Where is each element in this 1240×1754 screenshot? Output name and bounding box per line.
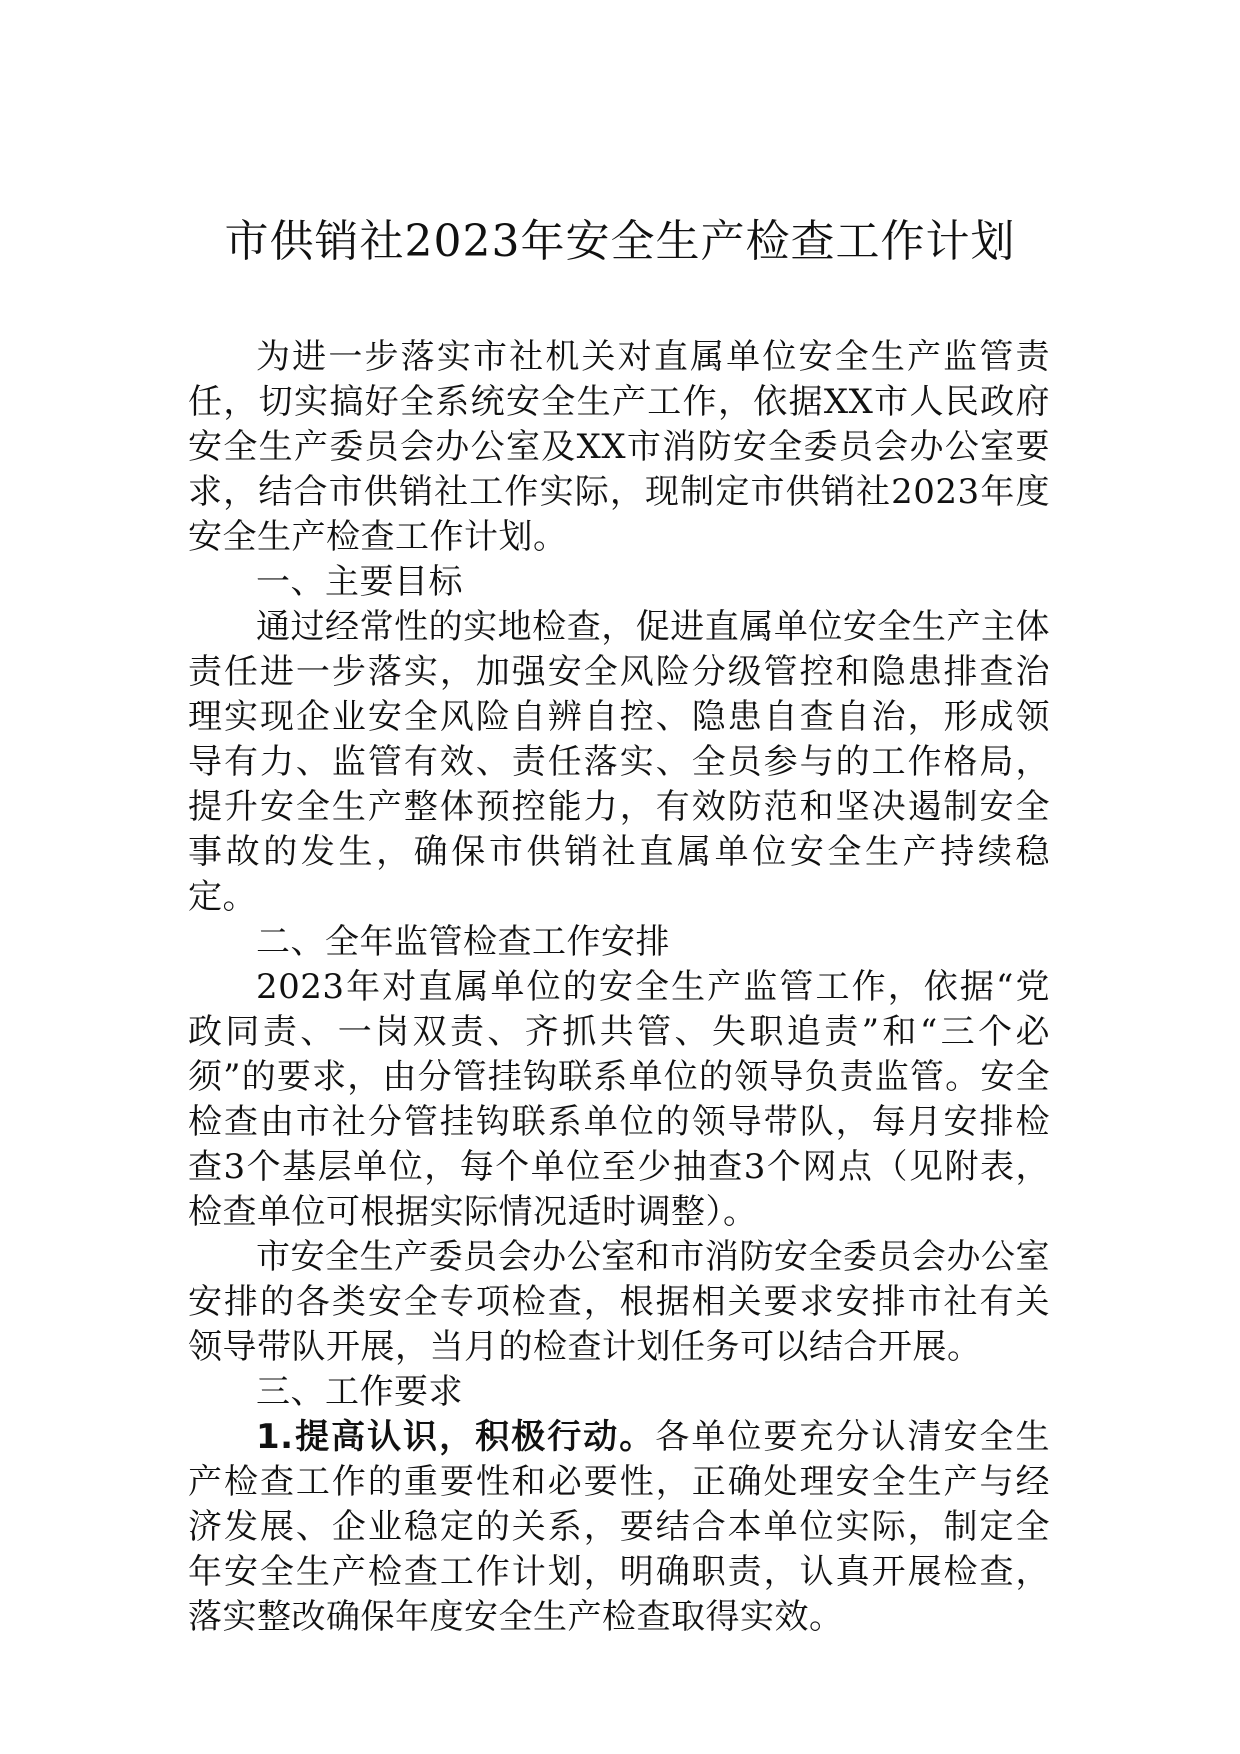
requirement-item-1-body: 各单位要充分认清安全生产检查工作的重要性和必要性，正确处理安全生产与经济发展、企业稳定的关系，要结合本单位实际，制定全年安全生产检查工作计划，明确职责，认真开展检查，落实整改确保年度安全生产检查取得实效。 bbox=[188, 1417, 1050, 1637]
section-heading-arrangement: 二、全年监管检查工作安排 bbox=[256, 922, 670, 962]
goals-paragraph: 通过经常性的实地检查，促进直属单位安全生产主体责任进一步落实，加强安全风险分级管控和隐患排查治理实现企业安全风险自辨自控、隐患自查自治，形成领导有力、监管有效、责任落实、全员参与的工作格局，提升安全生产整体预控能力，有效防范和坚决遏制安全事故的发生，确保市供销社直属单位安全生产持续稳定。 bbox=[188, 607, 1050, 917]
intro-paragraph: 为进一步落实市社机关对直属单位安全生产监管责任，切实搞好全系统安全生产工作，依据XX市人民政府安全生产委员会办公室及XX市消防安全委员会办公室要求，结合市供销社工作实际，现制定市供销社2023年度安全生产检查工作计划。 bbox=[188, 337, 1050, 557]
section-heading-requirements: 三、工作要求 bbox=[256, 1372, 463, 1412]
requirement-item-1-lead: 1.提高认识，积极行动。 bbox=[256, 1417, 656, 1457]
section-heading-goals: 一、主要目标 bbox=[256, 562, 463, 602]
requirement-item-1 bbox=[188, 1415, 1050, 1640]
document-body bbox=[188, 335, 1050, 1640]
document-title: 市供销社2023年安全生产检查工作计划 bbox=[224, 216, 1016, 267]
arrangement-paragraph-1: 2023年对直属单位的安全生产监管工作，依据“党政同责、一岗双责、齐抓共管、失职追责”和“三个必须”的要求，由分管挂钩联系单位的领导负责监管。安全检查由市社分管挂钩联系单位的领导带队，每月安排检查3个基层单位，每个单位至少抽查3个网点（见附表，检查单位可根据实际情况适时调整）。 bbox=[188, 967, 1050, 1232]
arrangement-paragraph-2: 市安全生产委员会办公室和市消防安全委员会办公室安排的各类安全专项检查，根据相关要求安排市社有关领导带队开展，当月的检查计划任务可以结合开展。 bbox=[188, 1237, 1050, 1367]
